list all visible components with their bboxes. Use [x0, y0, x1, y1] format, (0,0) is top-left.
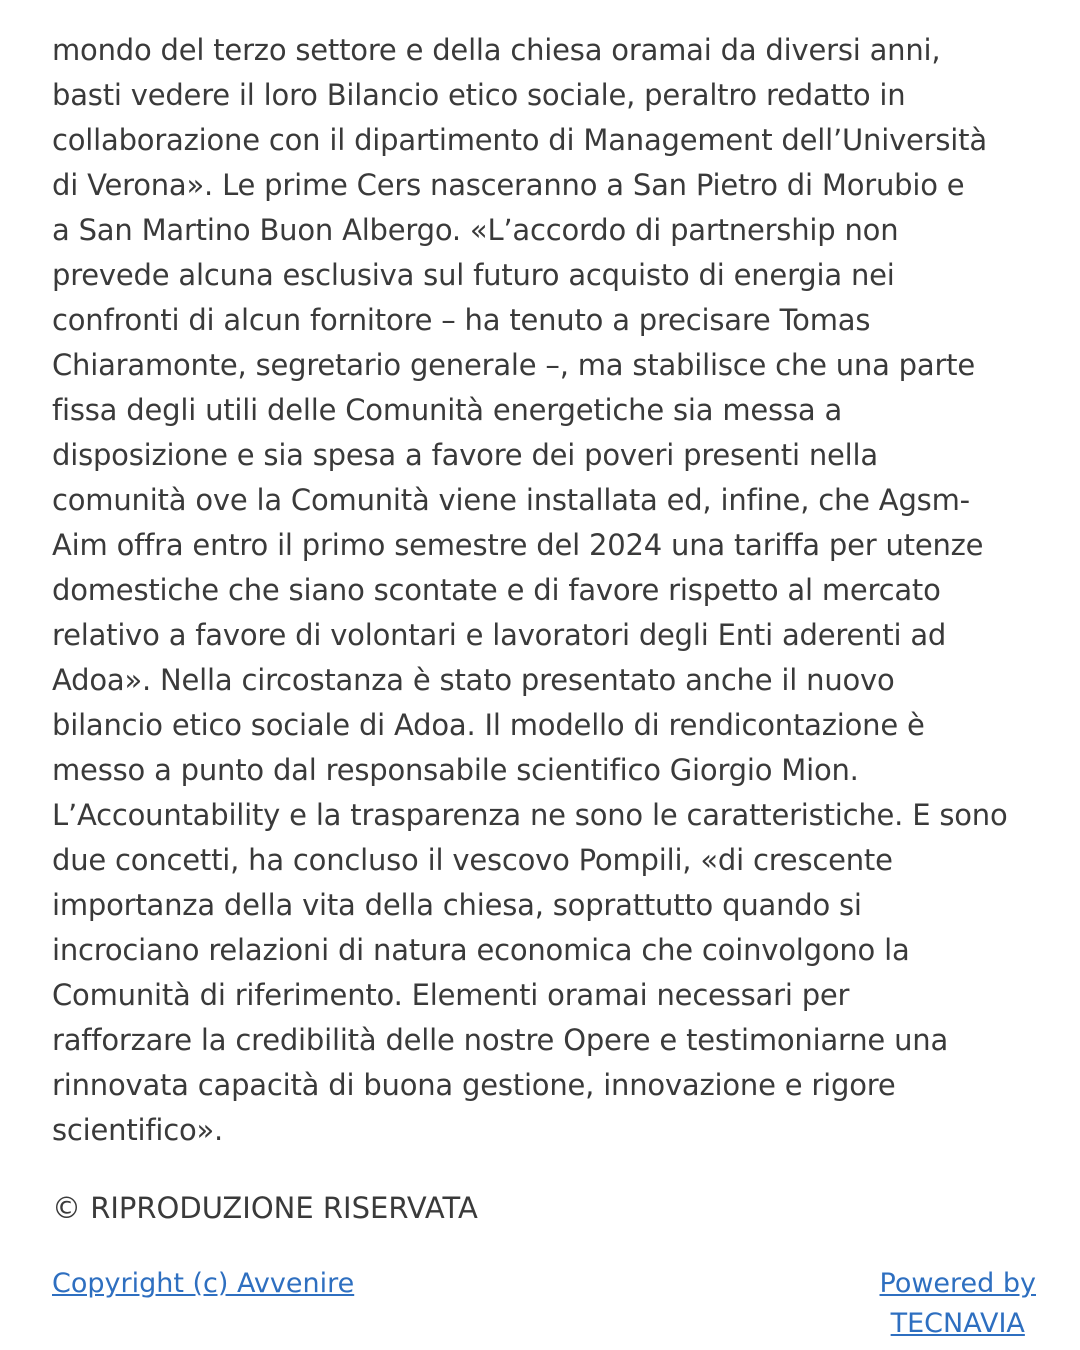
article-line: rafforzare la credibilità delle nostre Opere e testimoniarne una — [52, 1023, 949, 1057]
article-line: Aim offra entro il primo semestre del 2024 una tariffa per utenze — [52, 528, 984, 562]
article-line: comunità ove la Comunità viene installata ed, infine, che Agsm- — [52, 483, 970, 517]
article-line: mondo del terzo settore e della chiesa oramai da diversi anni, — [52, 33, 941, 67]
article-line: di Verona». Le prime Cers nasceranno a San Pietro di Morubio e — [52, 168, 965, 202]
article-line: basti vedere il loro Bilancio etico sociale, peraltro redatto in — [52, 78, 906, 112]
article-line: prevede alcuna esclusiva sul futuro acquisto di energia nei — [52, 258, 895, 292]
article-body — [52, 28, 1042, 1153]
article-line: incrociano relazioni di natura economica che coinvolgono la — [52, 933, 910, 967]
powered-by-label: Powered by — [879, 1268, 1036, 1299]
article-line: a San Martino Buon Albergo. «L’accordo di partnership non — [52, 213, 899, 247]
article-line: scientifico». — [52, 1113, 224, 1147]
article-line: messo a punto dal responsabile scientifico Giorgio Mion. — [52, 753, 859, 787]
article-line: fissa degli utili delle Comunità energetiche sia messa a — [52, 393, 843, 427]
powered-by-link[interactable] — [880, 1264, 1037, 1344]
article-line: importanza della vita della chiesa, soprattutto quando si — [52, 888, 862, 922]
article-line: due concetti, ha concluso il vescovo Pompili, «di crescente — [52, 843, 893, 877]
article-line: collaborazione con il dipartimento di Management dell’Università — [52, 123, 987, 157]
article-line: rinnovata capacità di buona gestione, innovazione e rigore — [52, 1068, 896, 1102]
article-line: disposizione e sia spesa a favore dei poveri presenti nella — [52, 438, 878, 472]
article-line: L’Accountability e la trasparenza ne sono le caratteristiche. E sono — [52, 798, 1008, 832]
article-line: domestiche che siano scontate e di favore rispetto al mercato — [52, 573, 941, 607]
article-line: Adoa». Nella circostanza è stato presentato anche il nuovo — [52, 663, 895, 697]
rights-notice: © RIPRODUZIONE RISERVATA — [52, 1191, 478, 1225]
article-line: relativo a favore di volontari e lavoratori degli Enti aderenti ad — [52, 618, 947, 652]
article-line: bilancio etico sociale di Adoa. Il modello di rendicontazione è — [52, 708, 925, 742]
article-line: confronti di alcun fornitore – ha tenuto a precisare Tomas — [52, 303, 871, 337]
tecnavia-label: TECNAVIA — [890, 1308, 1025, 1339]
copyright-link[interactable]: Copyright (c) Avvenire — [52, 1268, 355, 1299]
article-line: Chiaramonte, segretario generale –, ma stabilisce che una parte — [52, 348, 975, 382]
article-line: Comunità di riferimento. Elementi oramai necessari per — [52, 978, 850, 1012]
